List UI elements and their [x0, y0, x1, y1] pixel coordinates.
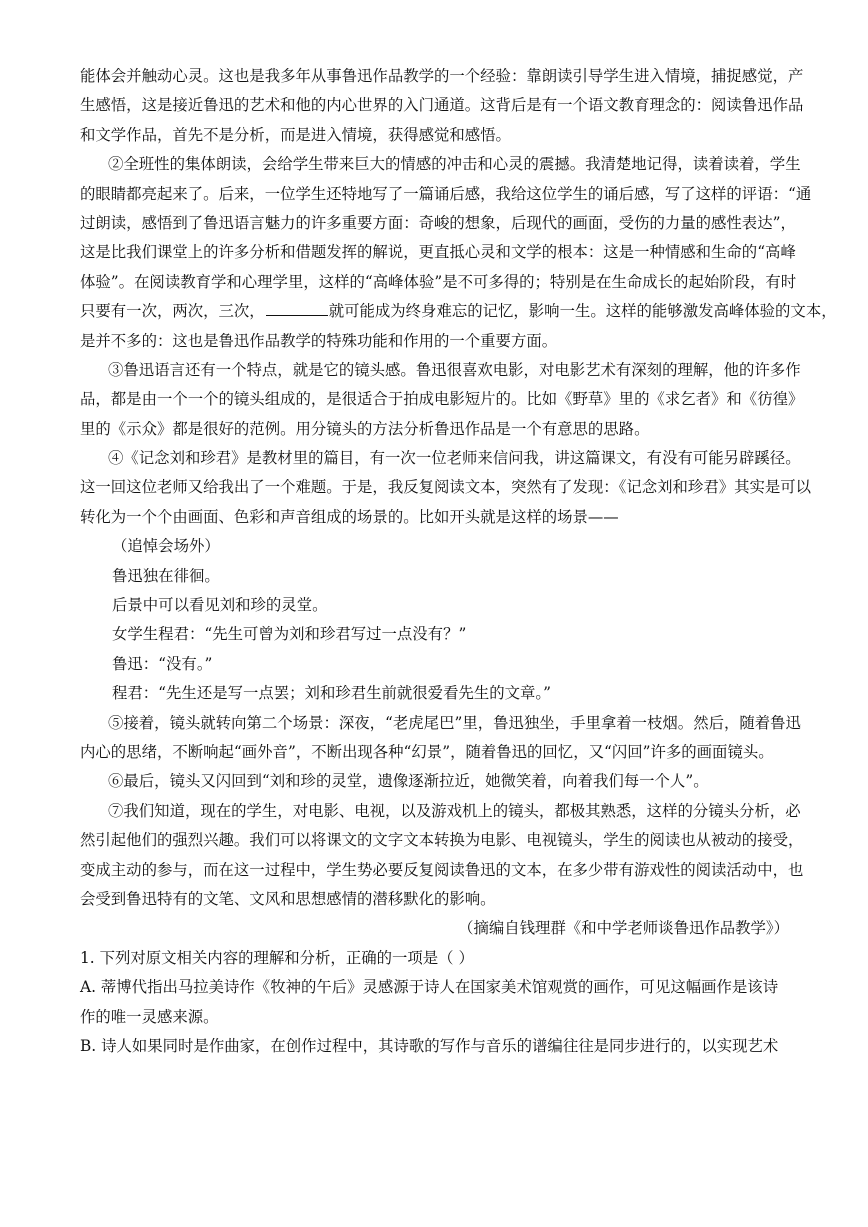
text-line: 是并不多的：这也是鲁迅作品教学的特殊功能和作用的一个重要方面。 [80, 331, 558, 350]
text-before-blank: 只要有一次，两次，三次， [80, 302, 265, 321]
text-line: 内心的思绪，不断响起“画外音”，不断出现各种“幻景”，随着鲁迅的回忆，又“闪回”许多的画面镜头。 [80, 742, 774, 761]
option-b: B. 诗人如果同时是作曲家，在创作过程中，其诗歌的写作与音乐的谱编往往是同步进行的，以实现艺术 [80, 1036, 779, 1055]
option-a: A. 蒂博代指出马拉美诗作《牧神的午后》灵感源于诗人在国家美术馆观赏的画作，可见这幅画作是该诗 [80, 978, 779, 997]
text-line: 然引起他们的强烈兴趣。我们可以将课文的文字文本转换为电影、电视镜头，学生的阅读也从被动的接受， [80, 831, 804, 850]
text-line: 生感悟，这是接近鲁迅的艺术和他的内心世界的入门通道。这背后是有一个语文教育理念的：阅读鲁迅作品 [80, 96, 804, 115]
source-citation: （摘编自钱理群《和中学老师谈鲁迅作品教学》） [458, 919, 789, 938]
paragraph-7-start: ⑦我们知道，现在的学生，对电影、电视，以及游戏机上的镜头，都极其熟悉，这样的分镜头分析，必 [108, 801, 801, 820]
script-line: 女学生程君：“先生可曾为刘和珍君写过一点没有？” [112, 625, 467, 644]
script-line: 鲁迅：“没有。” [112, 654, 213, 673]
text-line-with-blank [80, 297, 837, 326]
text-line: 能体会并触动心灵。这也是我多年从事鲁迅作品教学的一个经验：靠朗读引导学生进入情境，捕捉感觉，产 [80, 67, 804, 85]
paragraph-2-start: ②全班性的集体朗读，会给学生带来巨大的情感的冲击和心灵的震撼。我清楚地记得，读着读着，学生 [108, 155, 801, 174]
text-line: 会受到鲁迅特有的文笔、文风和思想感情的潜移默化的影响。 [80, 889, 496, 908]
text-line: 这一回这位老师又给我出了一个难题。于是，我反复阅读文本，突然有了发现：《记念刘和珍君》其实是可以 [80, 478, 812, 497]
paragraph-4-start: ④《记念刘和珍君》是教材里的篇目，有一次一位老师来信问我，讲这篇课文，有没有可能另辟蹊径。 [108, 449, 801, 468]
article-body [80, 62, 837, 1061]
paragraph-6: ⑥最后，镜头又闪回到“刘和珍的灵堂，遗像逐渐拉近，她微笑着，向着我们每一个人”。 [108, 772, 709, 791]
text-line: 品，都是由一个一个的镜头组成的，是很适合于拍成电影短片的。比如《野草》里的《求乞者》和《彷徨》 [80, 390, 804, 409]
text-line: 变成主动的参与，而在这一过程中，学生势必要反复阅读鲁迅的文本，在多少带有游戏性的阅读活动中，也 [80, 860, 804, 879]
fill-in-blank [266, 297, 328, 316]
text-line: 的眼睛都亮起来了。后来，一位学生还特地写了一篇诵后感，我给这位学生的诵后感，写了这样的评语：“通 [80, 184, 812, 203]
text-line: 转化为一个个由画面、色彩和声音组成的场景的。比如开头就是这样的场景—— [80, 507, 619, 526]
text-line: 里的《示众》都是很好的范例。用分镜头的方法分析鲁迅作品是一个有意思的思路。 [80, 419, 650, 438]
paragraph-5-start: ⑤接着，镜头就转向第二个场景：深夜，“老虎尾巴”里，鲁迅独坐，手里拿着一枝烟。然后，随着鲁迅 [108, 713, 801, 732]
text-line: 体验”。在阅读教育学和心理学里，这样的“高峰体验”是不可多得的；特别是在生命成长的起始阶段，有时 [80, 272, 797, 291]
script-line: （追悼会场外） [112, 537, 220, 556]
text-line: 这是比我们课堂上的许多分析和借题发挥的解说，更直抵心灵和文学的根本：这是一种情感和生命的“高峰 [80, 243, 796, 262]
text-line: 过朗读，感悟到了鲁迅语言魅力的许多重要方面：奇峻的想象，后现代的画面，受伤的力量的感性表达”， [80, 213, 796, 232]
text-line: 和文学作品，首先不是分析，而是进入情境，获得感觉和感悟。 [80, 125, 511, 144]
question-stem: 1. 下列对原文相关内容的理解和分析，正确的一项是（ ） [80, 948, 474, 967]
paragraph-3-start: ③鲁迅语言还有一个特点，就是它的镜头感。鲁迅很喜欢电影，对电影艺术有深刻的理解，他的许多作 [108, 360, 801, 379]
text-after-blank: 就可能成为终身难忘的记忆，影响一生。这样的能够激发高峰体验的文本， [328, 302, 837, 321]
option-a-continued: 作的唯一灵感来源。 [80, 1007, 219, 1026]
script-line: 后景中可以看见刘和珍的灵堂。 [112, 596, 328, 615]
script-line: 程君：“先生还是写一点罢；刘和珍君生前就很爱看先生的文章。” [112, 684, 551, 703]
script-line: 鲁迅独在徘徊。 [112, 566, 220, 585]
